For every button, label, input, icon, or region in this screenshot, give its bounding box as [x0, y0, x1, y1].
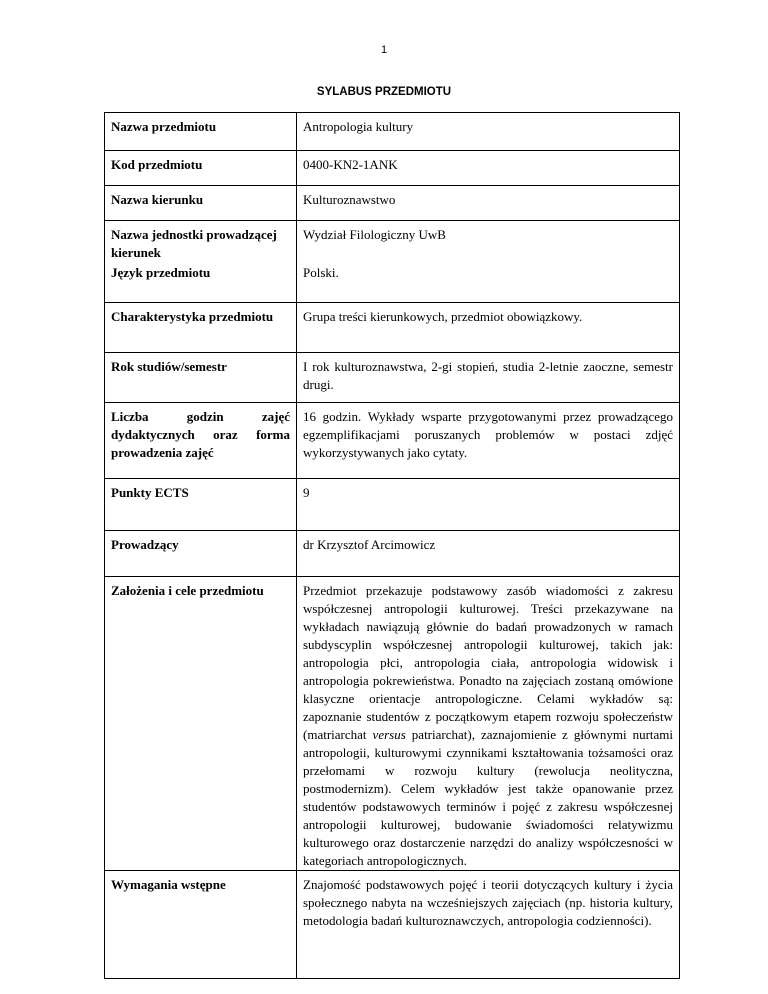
- syllabus-table: [104, 112, 680, 979]
- document-title: SYLABUS PRZEDMIOTU: [316, 86, 452, 98]
- row-value-goals: [297, 577, 680, 871]
- row-value-field-name: Kulturoznawstwo: [297, 186, 680, 221]
- table-row: [105, 479, 680, 531]
- goals-text-italic: versus: [372, 727, 406, 742]
- row-label-prerequisites: Wymagania wstępne: [105, 871, 297, 979]
- row-value-hours-form: 16 godzin. Wykłady wsparte przygotowanymi przez prowadzącego egzemplifikacjami poruszanych problemów w postaci zdjęć wykorzystywanych jako cytaty.: [297, 403, 680, 479]
- row-value-subject-name: Antropologia kultury: [297, 113, 680, 151]
- row-value-prerequisites: Znajomość podstawowych pojęć i teorii dotyczących kultury i życia społecznego nabyta na wcześniejszych zajęciach (np. historia kultury, metodologia badań kulturoznawczych, antropologia codzienności).: [297, 871, 680, 979]
- page-number: 1: [380, 44, 388, 56]
- table-row: [105, 353, 680, 403]
- row-label-goals: Założenia i cele przedmiotu: [105, 577, 297, 871]
- table-row: [105, 403, 680, 479]
- table-row: [105, 113, 680, 151]
- row-label-field-name: Nazwa kierunku: [105, 186, 297, 221]
- row-value-instructor: dr Krzysztof Arcimowicz: [297, 531, 680, 577]
- table-row: [105, 186, 680, 221]
- table-row: [105, 221, 680, 303]
- row-value-unit-language: [297, 221, 680, 303]
- table-row: [105, 151, 680, 186]
- table-row: [105, 531, 680, 577]
- row-value-language: Polski.: [303, 265, 339, 280]
- goals-text-before: Przedmiot przekazuje podstawowy zasób wiadomości z zakresu współczesnej antropologii kulturowej. Treści przekazywane na wykładach nawiązują głównie do badań prowadzonych w ramach subdyscyplin współczesnej antropologii kulturowej, takich jak: antropologia płci, antropologia ciała, antropologia widowisk i antropologia pokrewieństwa. Ponadto na zajęciach zostaną omówione klasyczne orientacje antropologiczne. Celami wykładów są: zapoznanie studentów z początkowym etapem rozwoju społeczeństw (matriarchat: [303, 583, 673, 742]
- row-label-ects: Punkty ECTS: [105, 479, 297, 531]
- row-value-ects: 9: [297, 479, 680, 531]
- table-row: [105, 303, 680, 353]
- row-label-subject-code: Kod przedmiotu: [105, 151, 297, 186]
- row-value-unit: Wydział Filologiczny UwB: [303, 227, 446, 242]
- row-label-hours-form: Liczba godzin zajęć dydaktycznych oraz forma prowadzenia zajęć: [105, 403, 297, 479]
- row-label-unit: Nazwa jednostki prowadzącej kierunek: [111, 227, 277, 260]
- row-label-characteristics: Charakterystyka przedmiotu: [105, 303, 297, 353]
- row-label-language: Język przedmiotu: [111, 265, 211, 280]
- row-value-subject-code: 0400-KN2-1ANK: [297, 151, 680, 186]
- row-value-year-semester: I rok kulturoznawstwa, 2-gi stopień, studia 2-letnie zaoczne, semestr drugi.: [297, 353, 680, 403]
- goals-text-after: patriarchat), zaznajomienie z głównymi nurtami antropologii, kulturowymi czynnikami kształtowania tożsamości oraz przełomami w rozwoju kultury (rewolucja neolityczna, postmodernizm). Celem wykładów jest także opanowanie przez studentów podstawowych terminów i pojęć z zakresu współczesnej antropologii kulturowej, budowanie świadomości relatywizmu kulturowego oraz dostarczenie narzędzi do analizy współczesności w kategoriach antropologicznych.: [303, 727, 674, 868]
- row-label-instructor: Prowadzący: [105, 531, 297, 577]
- row-label-subject-name: Nazwa przedmiotu: [105, 113, 297, 151]
- table-row: [105, 871, 680, 979]
- row-label-year-semester: Rok studiów/semestr: [105, 353, 297, 403]
- table-row: [105, 577, 680, 871]
- row-label-unit-language: [105, 221, 297, 303]
- row-value-characteristics: Grupa treści kierunkowych, przedmiot obowiązkowy.: [297, 303, 680, 353]
